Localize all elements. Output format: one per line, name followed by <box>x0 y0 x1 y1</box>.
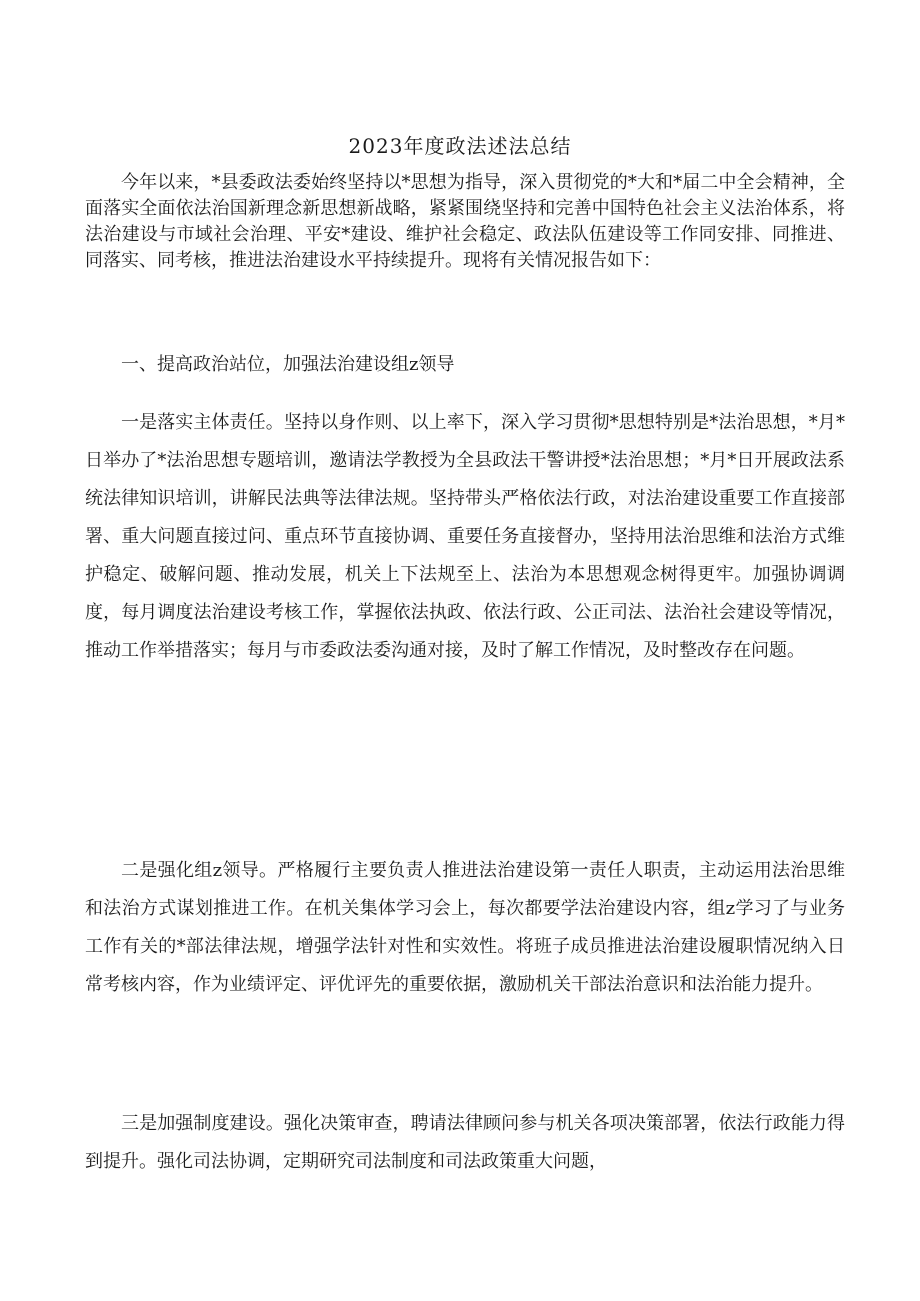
body-paragraph: 二是强化组z领导。严格履行主要负责人推进法治建设第一责任人职责，主动运用法治思维和法治方式谋划推进工作。在机关集体学习会上，每次都要学法治建设内容，组z学习了与业务工作有关的*部法律法规，增强学法针对性和实效性。将班子成员推进法治建设履职情况纳入日常考核内容，作为业绩评定、评优评先的重要依据，激励机关干部法治意识和法治能力提升。 <box>85 860 845 995</box>
body-paragraph: 一是落实主体责任。坚持以身作则、以上率下，深入学习贯彻*思想特别是*法治思想，*月*日举办了*法治思想专题培训，邀请法学教授为全县政法干警讲授*法治思想；*月*日开展政法系统法律知识培训，讲解民法典等法律法规。坚持带头严格依法行政，对法治建设重要工作直接部署、重大问题直接过问、重点环节直接协调、重要任务直接督办，坚持用法治思维和法治方式维护稳定、破解问题、推动发展，机关上下法规至上、法治为本思想观念树得更牢。加强协调调度，每月调度法治建设考核工作，掌握依法执政、依法行政、公正司法、法治社会建设等情况，推动工作举措落实；每月与市委政法委沟通对接，及时了解工作情况，及时整改存在问题。 <box>85 412 845 661</box>
section-heading: 一、提高政治站位，加强法治建设组z领导 <box>121 354 455 375</box>
intro-paragraph: 今年以来，*县委政法委始终坚持以*思想为指导，深入贯彻党的*大和*届二中全会精神，全面落实全面依法治国新理念新思想新战略，紧紧围绕坚持和完善中国特色社会主义法治体系，将法治建设与市域社会治理、平安*建设、维护社会稳定、政法队伍建设等工作同安排、同推进、同落实、同考核，推进法治建设水平持续提升。现将有关情况报告如下： <box>85 172 845 271</box>
body-paragraph: 三是加强制度建设。强化决策审查，聘请法律顾问参与机关各项决策部署，依法行政能力得到提升。强化司法协调，定期研究司法制度和司法政策重大问题， <box>85 1113 845 1172</box>
document-title: 2023年度政法述法总结 <box>348 134 572 158</box>
